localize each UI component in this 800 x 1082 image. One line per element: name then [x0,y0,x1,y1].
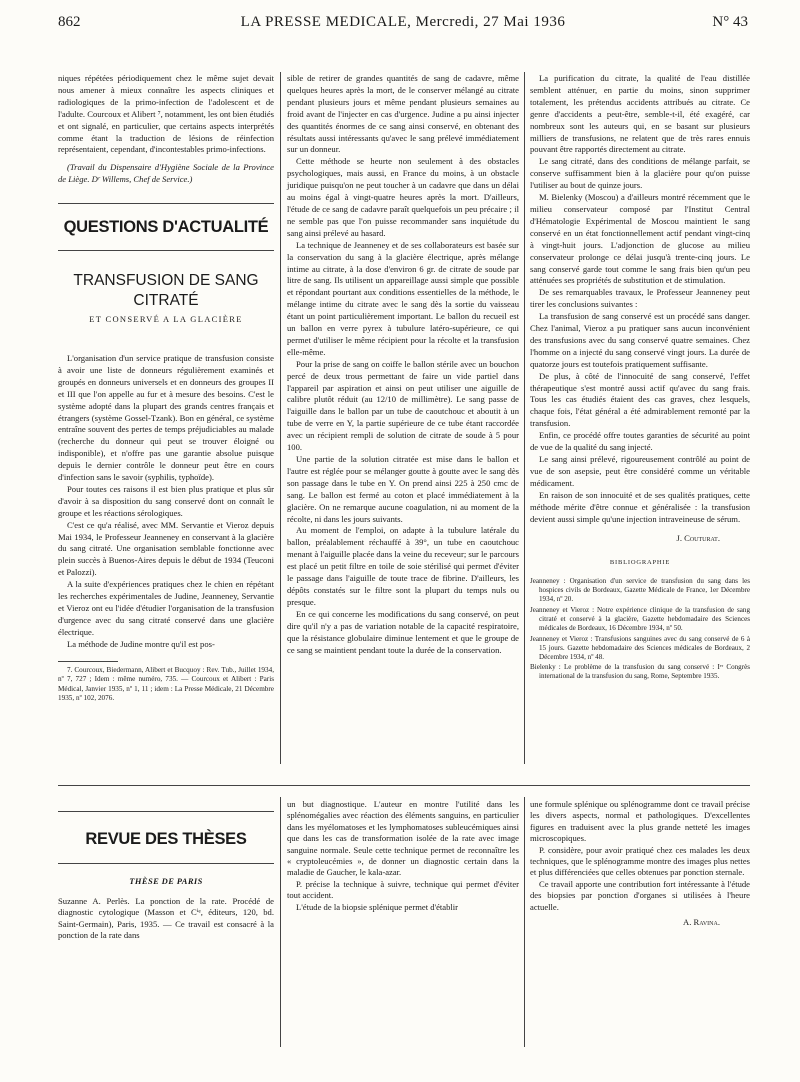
column-rule [524,72,525,764]
body-paragraph: L'organisation d'un service pratique de transfusion consiste à avoir une liste de donneurs régulièrement examinés et groupés en donneurs universels et en donneurs des groupes II et III que l'on appelle au fur et à mesure des besoins. C'est le système adopté dans la plupart des grands centres français et étrangers (système Gossel-Tzank). Bon en général, ce système entraîne souvent des pertes de temps préjudiciables au malade (recherche du donneur qui peut se trouver éloigné ou indisponible), et n'offre pas une garantie absolue puisque depuis le dernier contrôle le donneur peut être en cours d'infection sans le savoir (syphilis, typhoïde). [58,352,274,483]
body-paragraph: M. Bielenky (Moscou) a d'ailleurs montré récemment que le milieu conservateur composé par l'Institut Central d'Hématologie Expérimental de Moscou maintient le sang conservé en un état fonctionnellement actif pendant vingt-cinq à vingt-huit jours. L'adjonction de glucose au milieu conservateur prolonge ce délai jusqu'à trente-cinq jours. Le sang conservé garde tout comme le sang frais bien qu'un peu atténuées ses propriétés de substitution et de stimulation. [530,192,750,286]
article-subtitle: ET CONSERVÉ A LA GLACIÈRE [89,314,243,325]
body-paragraph: Le sang ainsi prélevé, rigoureusement contrôlé au point de vue de son asepsie, peut être considéré comme un véritable médicament. [530,454,750,488]
theses-column-3 [530,799,750,928]
section-separator [58,785,750,786]
continuation-text: niques répétées périodiquement chez le même sujet devait nous amener à mieux connaître les aspects cliniques et radiologiques de la primo-infection de l'adolescent et de l'adulte. Courcoux et Alibert ⁷, notamment, les ont bien étudiés et ont signalé, en particulier, que certains aspects interprétés comme étant la traduction de lésions de réinfection représentaient, cependant, d'incontestables primo-infections. [58,73,275,155]
body-paragraph: Au moment de l'emploi, on adapte à la tubulure latérale du ballon, préalablement réchauffé à 39°, un tube en caoutchouc menant à l'aiguille placée dans la veine du receveur; sur le parcours est placé un petit filtre en toile de soie stérilisé qui permet d'éviter le passage dans l'aiguille de toute trace de fibrine. D'ailleurs, les dépôts constatés sur le filtre sont la plupart du temps nuls ou presque. [287,525,519,607]
footnote-rule [58,661,118,662]
column-3 [530,73,750,683]
body-paragraph: P. précise la technique à suivre, technique qui permet d'éviter tout accident. [287,878,519,901]
section-rule [58,250,274,251]
column-2 [287,73,519,656]
body-paragraph: De plus, à côté de l'innocuité de sang conservé, l'effet thérapeutique s'est montré aussi actif qu'avec du sang frais. Tous les cas étudiés étaient des cas graves, chez lesquels, chaque fois, l'état général a été admirablement remonté par la transfusion. [530,370,750,429]
bibliography [530,577,750,681]
theses-column-1 [58,799,274,942]
body-paragraph: A la suite d'expériences pratiques chez le chien en répétant les recherches expérimentales de Judine, Jeanneney, Servantie et Vieroz ont eu l'idée d'étudier l'organisation de la transfusion d'urgence avec du sang citraté conservé dans une glacière électrique. [58,579,274,637]
author-signature: J. Couturat. [676,533,720,544]
body-paragraph: En ce qui concerne les modifications du sang conservé, on peut dire qu'il n'y a pas de variation notable de la capacité respiratoire, que la résistance globulaire diminue lentement et que le groupe de ce sang se maintient pendant toute la durée de la conservation. [287,608,519,655]
column-rule [280,797,281,1047]
body-paragraph: En raison de son innocuité et de ses qualités pratiques, cette méthode mérite d'être connue et généralisée : la transfusion devient aussi simple qu'une injection intraveineuse de sérum. [530,489,750,524]
body-paragraph: Ce travail apporte une contribution fort intéressante à l'étude des biopsies par ponction d'organes si utilisées à l'heure actuelle. [530,878,750,912]
journal-title: LA PRESSE MEDICALE, Mercredi, 27 Mai 1936 [240,14,566,30]
bibliography-heading: BIBLIOGRAPHIE [609,559,671,567]
body-paragraph: une formule splénique ou splénogramme dont ce travail précise les divers aspects, normal et pathologiques. D'excellentes figures en traduisent avec la plus grande netteté les images microscopiques. [530,799,750,844]
body-paragraph: La purification du citrate, la qualité de l'eau distillée semblent atténuer, en partie du moins, sinon supprimer totalement, les prétendus accidents attribués au citrate. Ce genre d'accidents a peut-être, semble-t-il, été exagéré, car nombreux sont les auteurs qui, en se basant sur plusieurs milliers de transfusions, ne relatent que de très rares ennuis pouvant être rapportés directement au citrate. [530,73,750,155]
bibliography-entry: Jeanneney et Vieroz : Transfusions sanguines avec du sang conservé de 6 à 15 jours. Gazette hebdomadaire des Sciences médicales de Bordeaux, 2 Décembre 1934, nº 48. [530,634,750,661]
body-paragraph: Pour la prise de sang on coiffe le ballon stérile avec un bouchon percé de deux trous permettant de faire un vide partiel dans l'appareil par aspiration et ainsi on peut utiliser une aiguille de calibre plutôt réduit (au 12/10 de millimètre). Le sang passe de l'aiguille dans le ballon par un tube de caoutchouc et aboutit à un tube de verre en Y, la partie supérieure de ce tube étant raccordée avec un récipient rempli de solution de citrate de soude à 5 pour 100. [287,358,519,453]
these-entry-text: Suzanne A. Perlès. La ponction de la rate. Procédé de diagnostic cytologique (Masson et Cⁱᵉ, éditeurs, 120, bd. Saint-Germain), Paris, 1935. — Ce travail est consacré à la ponction de la rate dans [58,896,274,941]
body-paragraph: un but diagnostique. L'auteur en montre l'utilité dans les splénomégalies avec réaction des éléments sanguins, en particulier dans les myélomatoses et les lymphomatoses subleucémiques ainsi que dans les cas de transformation isolée de la rate avec image sanguine normale. Seule cette technique permet de reconnaître les « cryptoleucémies », de donner un diagnostic certain dans la maladie de Gaucher, le kala-azar. [287,799,519,878]
footnote [58,666,274,704]
page-header [58,14,748,36]
these-entry [58,896,274,942]
column-rule [524,797,525,1047]
page-number: 862 [58,14,81,30]
credit-note: (Travail du Dispensaire d'Hygiène Sociale de la Province de Liège. Dʳ Willems, Chef de Service.) [58,162,274,185]
body-paragraph: La technique de Jeanneney et de ses collaborateurs est basée sur la conservation du sang à la glacière électrique, après mélange intime au citrate, à la dose d'environ 6 gr. de citrate de soude par litre de sang. Ils utilisent un appareillage aussi simple que possible et répondant pourtant aux conditions essentielles de la méthode, le mélange intime du citrate avec le sang dès la sortie du vaisseau étant un point particulièrement important. Le ballon du recueil est un ballon en verre pyrex à tubulure latéro-supérieure, ce qui permet d'utiliser le même récipient pour la récolte et la transfusion elle-même. [287,239,519,357]
bibliography-entry: Jeanneney et Vieroz : Notre expérience clinique de la transfusion de sang citraté et conservé à la glacière, Gazette hebdomadaire des Sciences médicales de Bordeaux, 16 Décembre 1934, nº 50. [530,605,750,632]
section-rule [58,203,274,204]
body-paragraph: P. considère, pour avoir pratiqué chez ces malades les deux techniques, que le splénogramme montre des images plus nettes et plus différenciées que celles obtenues par ponction sternale. [530,844,750,878]
these-heading: THÈSE DE PARIS [129,876,203,886]
section-title: QUESTIONS D'ACTUALITÉ [63,218,269,237]
body-paragraph: sible de retirer de grandes quantités de sang de cadavre, même quelques heures après la mort, de le conserver mélangé au citrate pendant plusieurs jours et même pendant plusieurs semaines au froid avant de l'injecter en cas d'urgence. Judine a pu ainsi injecter des quantités énormes de ce sang ainsi conservé, en obtenant des résultats aussi intéressants qu'avec le sang prélevé immédiatement sur un donneur. [287,73,519,155]
issue-number: N° 43 [712,14,748,30]
body-paragraph: Le sang citraté, dans des conditions de mélange parfait, se conserve suffisamment bien à la glacière pour qu'on puisse l'utiliser au bout de quinze jours. [530,156,750,191]
theses-section-title: REVUE DES THÈSES [85,830,247,848]
theses-column-2 [287,799,519,913]
body-paragraph: De ses remarquables travaux, le Professeur Jeanneney peut tirer les conclusions suivantes : [530,287,750,310]
bibliography-entry: Jeanneney : Organisation d'un service de transfusion du sang dans les hospices civils de Bordeaux, Gazette Médicale de France, 1er Décembre 1934, nº 20. [530,577,750,604]
column-1 [58,73,274,704]
body-paragraph: Cette méthode se heurte non seulement à des obstacles psychologiques, mais aussi, en France du moins, à un obstacle juridique puisqu'on ne peut toucher à un cadavre que dans un délai au moins égal à vingt-quatre heures après la mort. D'ailleurs, l'étude de ce sang de cadavre paraît quelquefois un peu précaire ; il ne semble pas que l'on puisse recommander sans inquiétude du sang ainsi prélevé au hasard. [287,156,519,238]
body-paragraph: La transfusion de sang conservé est un procédé sans danger. Chez l'animal, Vieroz a pu pratiquer sans aucun inconvénient des transfusions avec du sang conservé quatre semaines. Chez l'homme on a injecté du sang conservé vingt jours. La durée de quatorze jours est toutefois pratiquement suffisante. [530,311,750,369]
body-paragraph: C'est ce qu'a réalisé, avec MM. Servantie et Vieroz depuis Mai 1934, le Professeur Jeanneney en conservant à la glacière du sang citraté. Une organisation semblable fonctionne avec plein succès à Buenos-Aires depuis le début de 1934 (Teuconi et Palozzi). [58,519,274,578]
footnote-text: 7. Courcoux, Biedermann, Alibert et Bucquoy : Rev. Tub., Juillet 1934, nº 7, 727 ; Idem : même numéro, 735. — Courcoux et Alibert : Paris Médical, Janvier 1935, nº 1, 11 ; idem : La Presse Médicale, 21 Décembre 1935, nº 102, 2076. [58,665,274,703]
column-rule [280,72,281,764]
bibliography-entry: Bielenky : Le problème de la transfusion du sang conservé : Iᵉʳ Congrès international de la transfusion du sang, Rome, Septembre 1935. [530,663,750,681]
section-rule [58,863,274,864]
body-paragraph: Une partie de la solution citratée est mise dans le ballon et l'autre est réglée pour se mélanger goutte à goutte avec le sang dès son passage dans le tube en Y. On prend ainsi 225 à 250 cmc de sang. Le ballon est fermé au coton et placé immédiatement à la glacière. On ne remarque aucune coagulation, ni au moment de la récolte, ni dans les jours suivants. [287,454,519,524]
body-paragraph: La méthode de Judine montre qu'il est pos- [67,638,215,649]
body-paragraph: Pour toutes ces raisons il est bien plus pratique et plus sûr d'avoir à sa disposition du sang conservé dont on connaît le groupe et les réactions sérologiques. [58,483,274,518]
article-title-line-1: TRANSFUSION DE SANG [73,272,259,290]
body-paragraph: Enfin, ce procédé offre toutes garanties de sécurité au point de vue de la qualité du sang injecté. [530,430,750,453]
article-title-line-2: CITRATÉ [133,292,199,310]
section-rule [58,811,274,812]
body-paragraph: L'étude de la biopsie splénique permet d'établir [296,901,459,912]
review-signature: A. Ravina. [683,917,720,928]
